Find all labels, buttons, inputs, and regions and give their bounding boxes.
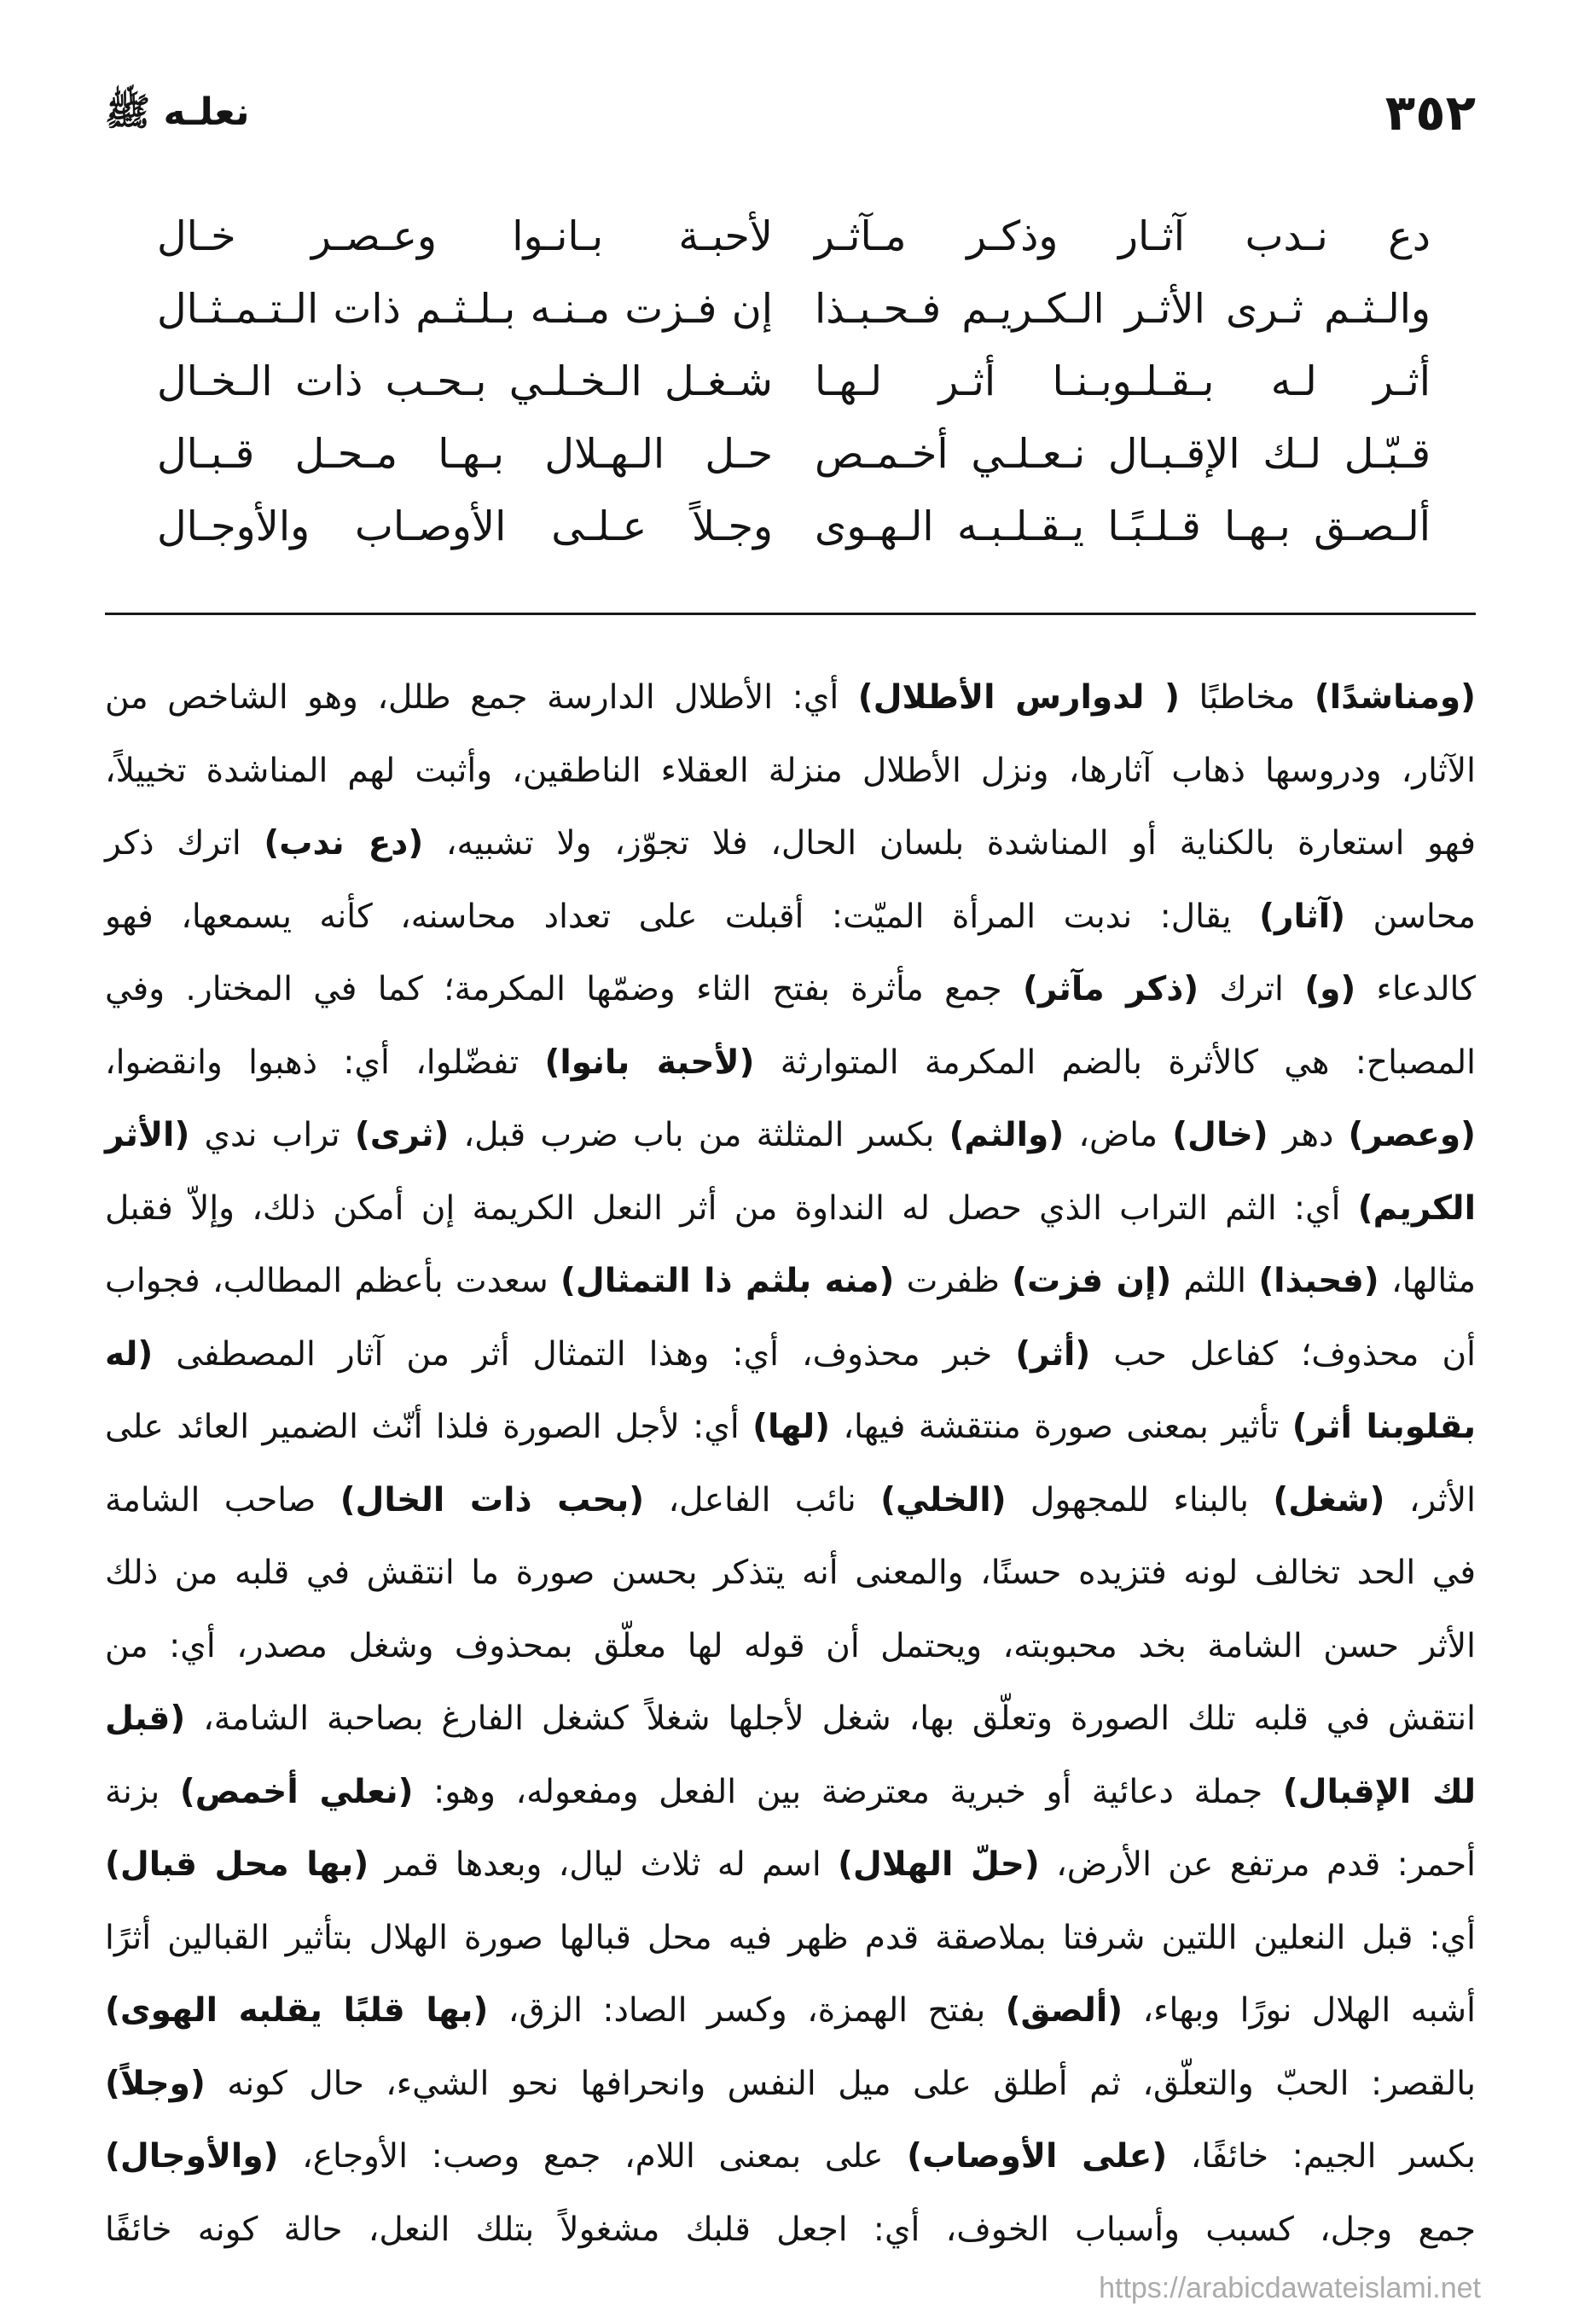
- commentary-text: تفضّلوا، أي: ذهبوا وانقضوا،: [105, 1043, 545, 1082]
- commentary-line-text: [105, 1335, 1476, 1374]
- commentary-line-text: [105, 898, 1476, 936]
- commentary-line: [105, 1318, 1476, 1391]
- commentary-line-text: [105, 752, 1476, 790]
- commentary-line-text: [105, 1116, 1476, 1154]
- commentary-line: [105, 1756, 1476, 1829]
- running-title: نعلـه ﷺ: [105, 90, 250, 134]
- commentary-bold-term: (والأوجال): [105, 2137, 279, 2176]
- commentary-line: [105, 661, 1476, 735]
- commentary-text: أي: لأجل الصورة فلذا أنّث الضمير العائد على: [105, 1408, 753, 1446]
- commentary-bold-term: (قبل: [105, 1699, 186, 1738]
- commentary-bold-term: (حلّ الهلال): [838, 1845, 1040, 1884]
- poem-hemistich-first: [815, 200, 1431, 273]
- hemistich-text: حـل الـهـلال بـهـا مـحـل قـبـال: [157, 431, 773, 478]
- commentary-line-text: [105, 1773, 1476, 1811]
- poem-verse: [157, 273, 1431, 346]
- commentary-text: في الحد تخالف لونه فتزيده حسنًا، والمعنى أنه يتذكر بحسن صورة ما انتقش في قلبه من ذلك: [105, 1554, 1476, 1592]
- commentary-line-text: [105, 1627, 1476, 1665]
- commentary-bold-term: (الخلي): [880, 1480, 1007, 1519]
- commentary-bold-term: (أثر): [1015, 1334, 1091, 1374]
- commentary-text: صاحب الشامة: [105, 1480, 340, 1519]
- hemistich-text: دع نـدب آثـار وذكـر مـآثـر: [815, 213, 1431, 260]
- commentary-bold-term: الكريم): [1357, 1188, 1476, 1228]
- commentary-bold-term: لك الإقبال): [1282, 1772, 1476, 1811]
- commentary-text: بالبناء للمجهول: [1006, 1480, 1274, 1519]
- commentary-line-text: [105, 678, 1476, 717]
- poem-hemistich-first: [815, 346, 1431, 418]
- poem-verse: [157, 491, 1431, 563]
- commentary-line-text: [105, 1408, 1476, 1446]
- commentary-line: [105, 2193, 1476, 2267]
- commentary-text: ماض،: [1064, 1116, 1173, 1154]
- commentary-line: [105, 735, 1476, 808]
- commentary-text: كالدعاء: [1355, 970, 1477, 1008]
- commentary-bold-term: (والثم): [949, 1116, 1065, 1154]
- commentary-line-text: [105, 1919, 1476, 1957]
- commentary-bold-term: (على الأوصاب): [907, 2137, 1168, 2176]
- commentary-bold-term: (ومناشدًا): [1314, 678, 1476, 717]
- commentary-bold-term: (ألصق): [1005, 1991, 1123, 2030]
- commentary-text: الأثر حسن الشامة بخد محبوبته، ويحتمل أن قوله لها معلّق بمحذوف وشغل مصدر، أي: من: [105, 1626, 1476, 1665]
- hemistich-text: وجـلاً عـلـى الأوصـاب والأوجـال: [157, 503, 773, 550]
- commentary-bold-term: (و): [1304, 970, 1356, 1008]
- commentary-line: [105, 1828, 1476, 1902]
- commentary-text: أحمر: قدم مرتفع عن الأرض،: [1039, 1845, 1476, 1884]
- poem-hemistich-second: [157, 491, 773, 563]
- commentary-line-text: [105, 1481, 1476, 1519]
- commentary-line: [105, 953, 1476, 1026]
- commentary-bold-term: (إن فزت): [1012, 1262, 1172, 1300]
- commentary-line-text: [105, 970, 1476, 1008]
- commentary-bold-term: (فحبذا): [1258, 1262, 1379, 1300]
- commentary-text: الأثر،: [1384, 1480, 1476, 1519]
- commentary-text: خبر محذوف، أي: وهذا التمثال أثر من آثار المصطفى: [153, 1334, 1016, 1374]
- poem-verse: [157, 200, 1431, 273]
- commentary-text: فهو استعارة بالكناية أو المناشدة بلسان الحال، فلا تجوّز، ولا تشبيه،: [423, 824, 1476, 863]
- commentary-line-text: [105, 1189, 1476, 1228]
- hemistich-text: قـبّـل لـك الإقـبـال نـعـلـي أخـمـص: [815, 431, 1431, 478]
- poem-hemistich-first: [815, 418, 1431, 491]
- commentary-text: دهر: [1268, 1116, 1349, 1154]
- commentary-line: [105, 880, 1476, 954]
- commentary-bold-term: (وجلاً): [105, 2064, 206, 2103]
- commentary-line: [105, 2048, 1476, 2121]
- commentary-line: [105, 1610, 1476, 1683]
- hemistich-text: أثـر لـه بـقـلـوبـنـا أثـر لـهـا: [815, 358, 1431, 405]
- commentary-line: [105, 1391, 1476, 1464]
- commentary-text: مثالها،: [1379, 1262, 1476, 1300]
- commentary-text: مخاطبًا: [1180, 678, 1315, 717]
- poem: [157, 200, 1431, 563]
- commentary-line: [105, 1974, 1476, 2048]
- watermark-url: https://arabicdawateislami.net: [1099, 2272, 1481, 2304]
- commentary-line-text: [105, 2065, 1476, 2103]
- commentary-line: [105, 1682, 1476, 1756]
- commentary-bold-term: (وعصر): [1348, 1116, 1476, 1154]
- commentary-text: جملة دعائية أو خبرية معترضة بين الفعل ومفعوله، وهو:: [413, 1772, 1283, 1811]
- commentary-text: بفتح الهمزة، وكسر الصاد: الزق،: [488, 1991, 1006, 2030]
- commentary-text: جمع مأثرة بفتح الثاء وضمّها المكرمة؛ كما في المختار. وفي: [105, 970, 1024, 1008]
- commentary-text: جمع وجل، كسبب وأسباب الخوف، أي: اجعل قلبك مشغولاً بتلك النعل، حالة كونه خائفًا: [105, 2210, 1476, 2249]
- commentary-bold-term: (بها محل قبال): [105, 1845, 369, 1884]
- commentary-bold-term: (لها): [752, 1408, 830, 1446]
- commentary-line-text: [105, 1699, 1476, 1738]
- commentary-text: أي: قبل النعلين اللتين شرفتا بملاصقة قدم ظهر فيه محل قبالها صورة الهلال بتأثير القبالين أثرًا: [105, 1918, 1476, 1957]
- commentary-text: المصباح: هي كالأثرة بالضم المكرمة المتوارثة: [754, 1043, 1477, 1082]
- commentary-text: اترك: [1199, 970, 1305, 1008]
- commentary-bold-term: (بحب ذات الخال): [340, 1480, 645, 1519]
- commentary-bold-term: (دع ندب): [264, 824, 424, 863]
- hemistich-text: والـثـم ثـرى الأثـر الـكـريـم فـحـبـذا: [815, 286, 1431, 333]
- commentary-text: انتقش في قلبه تلك الصورة وتعلّق بها، شغل لأجلها شغلاً كشغل الفارغ بصاحبة الشامة،: [185, 1699, 1476, 1738]
- commentary-line-text: [105, 1262, 1476, 1300]
- commentary: [105, 661, 1476, 2266]
- commentary-text: ظفرت: [894, 1262, 1013, 1300]
- commentary-bold-term: (الأثر: [105, 1116, 190, 1154]
- poem-hemistich-second: [157, 200, 773, 273]
- hemistich-text: شـغـل الـخـلـي بـحـب ذات الـخـال: [157, 358, 773, 405]
- commentary-text: تأثير بمعنى صورة منتقشة فيها،: [830, 1408, 1292, 1446]
- commentary-text: سعدت بأعظم المطالب، فجواب: [105, 1262, 561, 1300]
- commentary-text: اللثم: [1171, 1262, 1259, 1300]
- commentary-line-text: [105, 1845, 1476, 1884]
- commentary-text: بكسر المثلثة من باب ضرب قبل،: [449, 1116, 949, 1154]
- commentary-line: [105, 1537, 1476, 1610]
- commentary-line-text: [105, 2137, 1476, 2176]
- commentary-text: تراب ندي: [189, 1116, 355, 1154]
- poem-hemistich-second: [157, 346, 773, 418]
- commentary-text: نائب الفاعل،: [644, 1480, 881, 1519]
- commentary-line: [105, 1172, 1476, 1246]
- poem-hemistich-second: [157, 273, 773, 346]
- commentary-bold-term: (ثرى): [354, 1116, 450, 1154]
- commentary-text: محاسن: [1345, 897, 1476, 936]
- commentary-text: اسم له ثلاث ليال، وبعدها قمر: [369, 1845, 839, 1884]
- poem-verse: [157, 418, 1431, 491]
- commentary-line: [105, 2120, 1476, 2193]
- commentary-line: [105, 1464, 1476, 1537]
- poem-hemistich-second: [157, 418, 773, 491]
- commentary-line-text: [105, 2211, 1476, 2249]
- commentary-line: [105, 1245, 1476, 1318]
- commentary-text: على بمعنى اللام، جمع وصب: الأوجاع،: [278, 2137, 908, 2176]
- commentary-bold-term: (له: [105, 1334, 154, 1374]
- commentary-bold-term: (لأحبة بانوا): [544, 1043, 755, 1082]
- commentary-text: أي: الثم التراب الذي حصل له النداوة من أثر النعل الكريمة إن أمكن ذلك، وإلاّ فقبل: [105, 1188, 1358, 1228]
- poem-hemistich-first: [815, 273, 1431, 346]
- commentary-text: بكسر الجيم: خائفًا،: [1167, 2137, 1476, 2176]
- commentary-text: بالقصر: الحبّ والتعلّق، ثم أطلق على ميل النفس وانحرافها نحو الشيء، حال كونه: [205, 2064, 1476, 2103]
- hemistich-text: لأحبـة بـانـوا وعـصـر خـال: [157, 213, 773, 260]
- page-number: ٣٥٢: [1384, 84, 1476, 142]
- commentary-bold-term: (نعلي أخمص): [179, 1772, 414, 1811]
- commentary-line: [105, 1902, 1476, 1975]
- poem-verse: [157, 346, 1431, 418]
- commentary-line-text: [105, 824, 1476, 863]
- commentary-line-text: [105, 1043, 1476, 1082]
- section-divider: [105, 613, 1476, 615]
- commentary-line: [105, 807, 1476, 880]
- commentary-bold-term: (شغل): [1273, 1480, 1385, 1519]
- commentary-text: أي: الأطلال الدارسة جمع طلل، وهو الشاخص من: [105, 678, 858, 717]
- commentary-bold-term: بقلوبنا أثر): [1291, 1408, 1476, 1446]
- commentary-text: اترك ذكر: [105, 824, 264, 863]
- hemistich-text: ألـصـق بـهـا قـلـبًـا يـقـلـبـه الـهـوى: [815, 503, 1431, 550]
- poem-hemistich-first: [815, 491, 1431, 563]
- commentary-text: بزنة: [105, 1772, 180, 1811]
- commentary-bold-term: (آثار): [1259, 897, 1346, 936]
- commentary-text: أن محذوف؛ كفاعل حب: [1090, 1334, 1476, 1374]
- commentary-bold-term: (خال): [1172, 1116, 1268, 1154]
- commentary-line-text: [105, 1991, 1476, 2030]
- commentary-bold-term: ( لدوارس الأطلال): [857, 678, 1180, 717]
- commentary-line: [105, 1099, 1476, 1172]
- commentary-line-text: [105, 1554, 1476, 1592]
- commentary-text: يقال: ندبت المرأة الميّت: أقبلت على تعداد محاسنه، كأنه يسمعها، فهو: [105, 897, 1260, 936]
- commentary-bold-term: (منه بلثم ذا التمثال): [560, 1262, 895, 1300]
- commentary-line: [105, 1026, 1476, 1100]
- hemistich-text: إن فـزت مـنـه بـلـثـم ذات الـتـمـثـال: [157, 286, 773, 333]
- commentary-text: الآثار، ودروسها ذهاب آثارها، ونزل الأطلال منزلة العقلاء الناطقين، وأثبت لهم المناشدة تخييلاً،: [105, 751, 1476, 790]
- commentary-bold-term: (ذكر مآثر): [1023, 970, 1199, 1008]
- commentary-text: أشبه الهلال نورًا وبهاء،: [1123, 1991, 1476, 2030]
- commentary-bold-term: (بها قلبًا يقلبه الهوى): [105, 1991, 489, 2030]
